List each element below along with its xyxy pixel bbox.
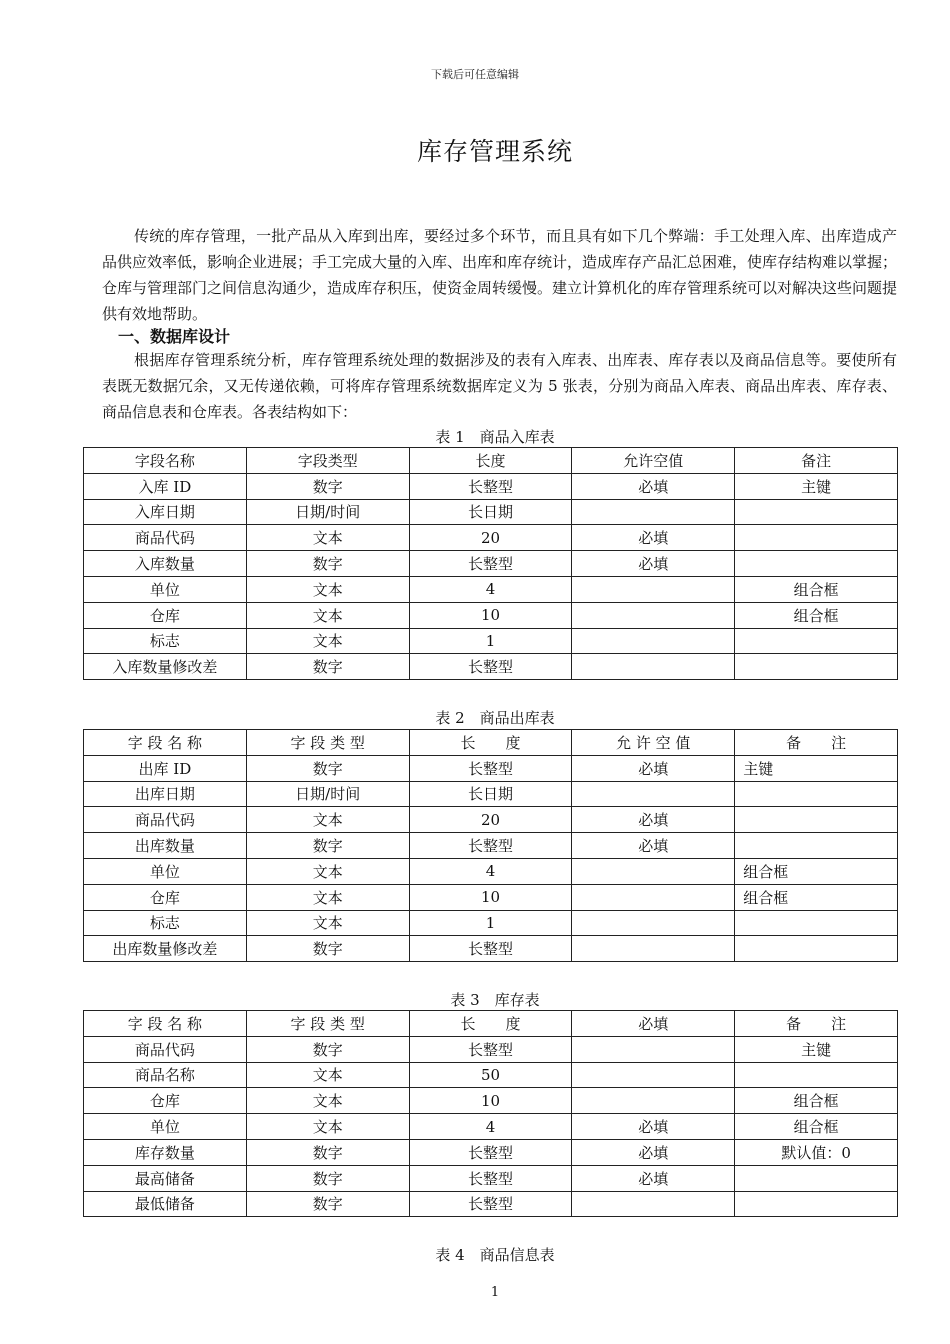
table-3-caption: 表 3 库存表	[450, 991, 540, 1009]
table-row	[84, 936, 898, 962]
header-cell: 长度	[409, 448, 572, 474]
table-cell: 1	[409, 628, 572, 654]
table-header-row	[84, 730, 898, 756]
table-cell: 文本	[246, 525, 409, 551]
table-cell: 文本	[246, 1088, 409, 1114]
section-heading-database-design: 一、数据库设计	[118, 327, 231, 346]
table-row	[84, 1165, 898, 1191]
table-header-row	[84, 448, 898, 474]
table-cell: 主键	[735, 755, 898, 781]
header-cell: 长 度	[409, 1011, 572, 1037]
table-cell: 4	[409, 1114, 572, 1140]
header-note: 下载后可任意编辑	[431, 68, 519, 81]
table-cell: 数字	[246, 936, 409, 962]
table-row	[84, 551, 898, 577]
table-cell: 单位	[84, 858, 247, 884]
header-cell: 允 许 空 值	[572, 730, 735, 756]
document-title: 库存管理系统	[416, 137, 573, 166]
table-cell: 日期/时间	[246, 781, 409, 807]
table-cell: 20	[409, 807, 572, 833]
table-cell: 20	[409, 525, 572, 551]
table-cell	[735, 654, 898, 680]
table-cell: 组合框	[735, 1114, 898, 1140]
table-row	[84, 576, 898, 602]
table-cell: 长整型	[409, 833, 572, 859]
table-row	[84, 807, 898, 833]
table-cell: 长整型	[409, 1165, 572, 1191]
table-cell: 商品代码	[84, 807, 247, 833]
table-cell: 最高储备	[84, 1165, 247, 1191]
table-cell: 仓库	[84, 602, 247, 628]
intro-paragraph: 传统的库存管理，一批产品从入库到出库，要经过多个环节，而且具有如下几个弊端：手工处理入库、出库造成产品供应效率低，影响企业进展；手工完成大量的入库、出库和库存统计，造成库存产品汇总困难，使库存结构难以掌握；仓库与管理部门之间信息沟通少，造成库存积压，使资金周转缓慢。建立计算机化的库存管理系统可以对解决这些问题提供有效地帮助。	[102, 227, 898, 323]
table-cell	[735, 1165, 898, 1191]
table-cell	[572, 1088, 735, 1114]
table-2-caption: 表 2 商品出库表	[435, 709, 555, 727]
header-cell: 长 度	[409, 730, 572, 756]
table-cell: 组合框	[735, 858, 898, 884]
table-cell: 长整型	[409, 936, 572, 962]
table-cell	[572, 781, 735, 807]
header-cell: 备注	[735, 448, 898, 474]
table-cell: 入库 ID	[84, 473, 247, 499]
table-cell: 文本	[246, 1062, 409, 1088]
table-4-caption: 表 4 商品信息表	[435, 1246, 555, 1264]
table-cell: 必填	[572, 833, 735, 859]
table-cell	[735, 936, 898, 962]
table-cell	[735, 807, 898, 833]
table-cell: 主键	[735, 473, 898, 499]
table-cell	[735, 499, 898, 525]
table-cell	[572, 884, 735, 910]
table-cell: 数字	[246, 551, 409, 577]
page-number: 1	[490, 1285, 500, 1300]
table-cell: 必填	[572, 473, 735, 499]
table-cell: 10	[409, 884, 572, 910]
table-cell: 必填	[572, 551, 735, 577]
table-cell	[735, 910, 898, 936]
table-cell	[572, 1191, 735, 1217]
table-cell: 组合框	[735, 602, 898, 628]
table-cell: 长整型	[409, 755, 572, 781]
table-cell: 4	[409, 858, 572, 884]
table-header-row	[84, 1011, 898, 1037]
table-cell	[735, 833, 898, 859]
table-cell: 标志	[84, 910, 247, 936]
table-cell: 长整型	[409, 1191, 572, 1217]
table-cell	[572, 1062, 735, 1088]
table-cell: 必填	[572, 755, 735, 781]
table-cell: 数字	[246, 833, 409, 859]
table-cell: 出库数量修改差	[84, 936, 247, 962]
header-cell: 字 段 名 称	[84, 1011, 247, 1037]
table-row	[84, 910, 898, 936]
table-cell: 文本	[246, 602, 409, 628]
table-cell: 长整型	[409, 1139, 572, 1165]
table-cell: 文本	[246, 628, 409, 654]
table-row	[84, 499, 898, 525]
table-row	[84, 884, 898, 910]
table-cell: 50	[409, 1062, 572, 1088]
table-cell: 必填	[572, 525, 735, 551]
section-paragraph: 根据库存管理系统分析，库存管理系统处理的数据涉及的表有入库表、出库表、库存表以及商品信息等。要使所有表既无数据冗余，又无传递依赖，可将库存管理系统数据库定义为 5 张表，分别为商品入库表、商品出库表、库存表、商品信息表和仓库表。各表结构如下：	[102, 351, 897, 421]
table-cell	[735, 525, 898, 551]
table-cell: 数字	[246, 1139, 409, 1165]
table-cell	[735, 1062, 898, 1088]
table-cell	[735, 628, 898, 654]
table-cell: 数字	[246, 473, 409, 499]
table-cell: 长整型	[409, 551, 572, 577]
table-cell: 必填	[572, 1165, 735, 1191]
table-cell: 文本	[246, 858, 409, 884]
table-cell: 长整型	[409, 1036, 572, 1062]
table-row	[84, 1139, 898, 1165]
table-row	[84, 781, 898, 807]
table-cell: 商品名称	[84, 1062, 247, 1088]
header-cell: 备 注	[735, 1011, 898, 1037]
table-cell	[572, 910, 735, 936]
header-cell: 字 段 类 型	[246, 1011, 409, 1037]
table-cell: 必填	[572, 1114, 735, 1140]
table-cell: 出库数量	[84, 833, 247, 859]
table-1-stock-in	[83, 447, 898, 680]
table-cell: 1	[409, 910, 572, 936]
table-cell: 文本	[246, 807, 409, 833]
table-cell: 必填	[572, 1139, 735, 1165]
table-cell	[735, 1191, 898, 1217]
table-cell: 组合框	[735, 576, 898, 602]
table-row	[84, 1191, 898, 1217]
table-row	[84, 1062, 898, 1088]
table-cell: 日期/时间	[246, 499, 409, 525]
header-cell: 字段名称	[84, 448, 247, 474]
table-cell: 文本	[246, 576, 409, 602]
table-cell: 数字	[246, 1165, 409, 1191]
table-row	[84, 1088, 898, 1114]
table-cell	[572, 499, 735, 525]
table-row	[84, 1036, 898, 1062]
table-row	[84, 858, 898, 884]
table-cell: 仓库	[84, 1088, 247, 1114]
header-cell: 备 注	[735, 730, 898, 756]
header-cell: 字 段 类 型	[246, 730, 409, 756]
table-cell: 出库 ID	[84, 755, 247, 781]
table-cell: 10	[409, 602, 572, 628]
table-cell	[572, 654, 735, 680]
table-cell: 文本	[246, 910, 409, 936]
table-row	[84, 755, 898, 781]
table-cell: 数字	[246, 1036, 409, 1062]
header-cell: 字段类型	[246, 448, 409, 474]
table-cell: 4	[409, 576, 572, 602]
table-row	[84, 602, 898, 628]
table-cell	[572, 1036, 735, 1062]
table-cell: 组合框	[735, 884, 898, 910]
table-cell	[572, 628, 735, 654]
table-cell	[572, 858, 735, 884]
table-1-caption: 表 1 商品入库表	[435, 428, 555, 446]
table-cell: 主键	[735, 1036, 898, 1062]
table-cell: 默认值：0	[735, 1139, 898, 1165]
table-row	[84, 654, 898, 680]
table-cell: 商品代码	[84, 1036, 247, 1062]
header-cell: 允许空值	[572, 448, 735, 474]
table-cell: 库存数量	[84, 1139, 247, 1165]
table-cell: 必填	[572, 807, 735, 833]
header-cell: 必填	[572, 1011, 735, 1037]
header-cell: 字 段 名 称	[84, 730, 247, 756]
table-cell: 长日期	[409, 499, 572, 525]
table-cell: 文本	[246, 1114, 409, 1140]
table-cell: 标志	[84, 628, 247, 654]
table-cell: 入库数量	[84, 551, 247, 577]
table-cell	[572, 936, 735, 962]
table-cell	[735, 551, 898, 577]
table-cell	[735, 781, 898, 807]
table-3-inventory	[83, 1010, 898, 1217]
table-cell: 组合框	[735, 1088, 898, 1114]
table-cell: 出库日期	[84, 781, 247, 807]
table-row	[84, 833, 898, 859]
table-cell: 数字	[246, 1191, 409, 1217]
table-row	[84, 1114, 898, 1140]
table-cell: 入库数量修改差	[84, 654, 247, 680]
table-cell: 长整型	[409, 654, 572, 680]
table-cell: 单位	[84, 1114, 247, 1140]
table-cell: 商品代码	[84, 525, 247, 551]
table-cell: 数字	[246, 654, 409, 680]
table-cell: 长整型	[409, 473, 572, 499]
table-cell: 数字	[246, 755, 409, 781]
table-cell: 最低储备	[84, 1191, 247, 1217]
table-cell: 单位	[84, 576, 247, 602]
table-cell	[572, 576, 735, 602]
table-row	[84, 473, 898, 499]
table-cell: 入库日期	[84, 499, 247, 525]
table-row	[84, 525, 898, 551]
table-cell: 文本	[246, 884, 409, 910]
table-cell: 长日期	[409, 781, 572, 807]
table-cell	[572, 602, 735, 628]
table-cell: 仓库	[84, 884, 247, 910]
table-2-stock-out	[83, 729, 898, 962]
table-cell: 10	[409, 1088, 572, 1114]
table-row	[84, 628, 898, 654]
